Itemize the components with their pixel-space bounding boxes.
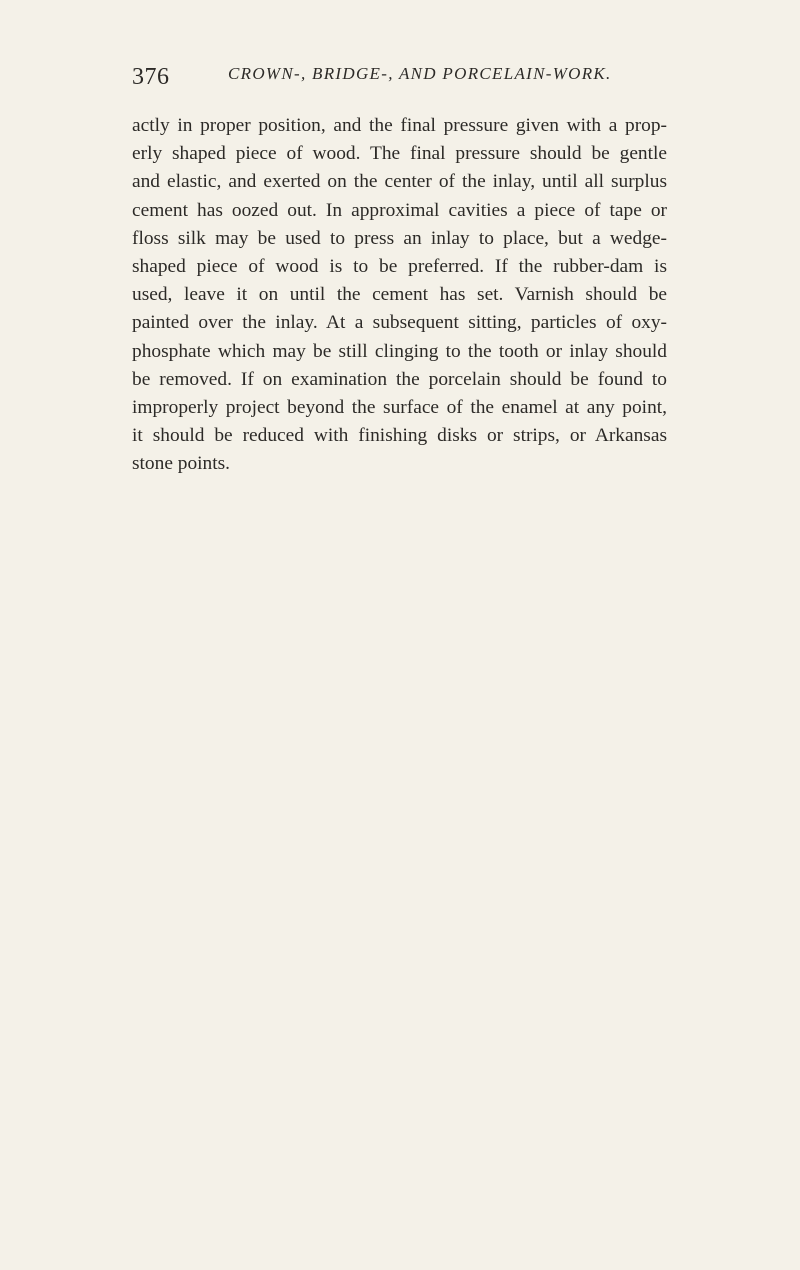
body-paragraph <box>132 112 667 479</box>
text-line: shaped piece of wood is to be preferred. If the rubber-dam is <box>132 256 667 278</box>
text-line: used, leave it on until the cement has set. Varnish should be <box>132 284 667 306</box>
text-line: erly shaped piece of wood. The final pressure should be gentle <box>132 143 667 165</box>
text-line: phosphate which may be still clinging to the tooth or inlay should <box>132 340 667 362</box>
text-line: cement has oozed out. In approximal cavities a piece of tape or <box>132 199 667 221</box>
page-number: 376 <box>132 64 170 90</box>
text-line: improperly project beyond the surface of the enamel at any point, <box>132 397 667 419</box>
text-line: be removed. If on examination the porcelain should be found to <box>132 368 667 390</box>
text-line: and elastic, and exerted on the center of the inlay, until all surplus <box>132 171 667 193</box>
text-line: stone points. <box>132 453 231 475</box>
text-line: actly in proper position, and the final pressure given with a prop- <box>132 115 667 136</box>
text-line: floss silk may be used to press an inlay to place, but a wedge- <box>132 227 667 249</box>
text-line: painted over the inlay. At a subsequent sitting, particles of oxy- <box>132 312 667 334</box>
running-title: CROWN-, BRIDGE-, AND PORCELAIN-WORK. <box>228 64 612 83</box>
running-head <box>132 62 692 92</box>
text-line: it should be reduced with finishing disks or strips, or Arkansas <box>132 425 667 447</box>
